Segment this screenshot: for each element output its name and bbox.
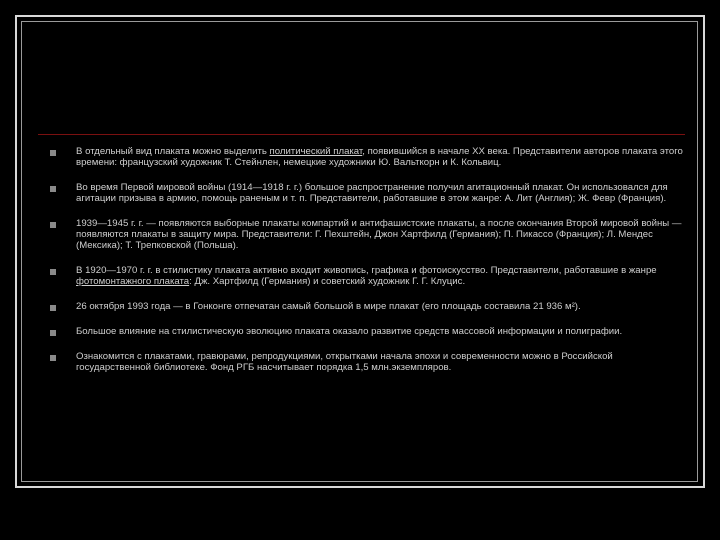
bullet-text: 26 октября 1993 года — в Гонконге отпечатан самый большой в мире плакат (его площадь составила 21 936 м²). xyxy=(76,301,581,312)
square-bullet-icon xyxy=(50,186,56,192)
photomontage-poster-link[interactable]: фотомонтажного плаката xyxy=(76,276,190,287)
title-divider-line xyxy=(38,134,685,135)
list-item xyxy=(50,326,690,337)
square-bullet-icon xyxy=(50,222,56,228)
square-bullet-icon xyxy=(50,269,56,275)
bullet-text: Ознакомится с плакатами, гравюрами, репродукциями, открытками начала эпохи и современности можно в Российской государственной библиотеке. Фонд РГБ насчитывает порядка 1,5 млн.экземпляров. xyxy=(76,351,613,373)
square-bullet-icon xyxy=(50,330,56,336)
bullet-text: Большое влияние на стилистическую эволюцию плаката оказало развитие средств массовой информации и полиграфии. xyxy=(76,326,623,337)
bullet-list xyxy=(50,146,690,387)
bullet-text: В отдельный вид плаката можно выделить политический плакат, появившийся в начале XX века. Представители авторов плаката этого времени: французский художник Т. Стейнлен, немецкие художники Ю. Вальткорн и К. Кольвиц. xyxy=(76,146,683,168)
square-bullet-icon xyxy=(50,150,56,156)
bullet-text: В 1920—1970 г. г. в стилистику плаката активно входит живопись, графика и фотоискусство. Представители, работавшие в жанре фотомонтажного плаката: Дж. Хартфилд (Германия) и советский художник Г. Г. Клуцис. xyxy=(76,265,657,287)
list-item xyxy=(50,146,690,168)
list-item xyxy=(50,351,690,373)
political-poster-link[interactable]: политический плакат xyxy=(269,146,363,157)
bullet-text: Во время Первой мировой войны (1914—1918 г. г.) большое распространение получил агитационный плакат. Он использовался для агитации призыва в армию, помощь раненым и т. п. Представители, работавшие в этом жанре: А. Лит (Англия); Ж. Февр (Франция). xyxy=(76,182,668,204)
list-item xyxy=(50,301,690,312)
list-item xyxy=(50,218,690,251)
list-item xyxy=(50,182,690,204)
bullet-text: 1939—1945 г. г. — появляются выборные плакаты компартий и антифашистские плакаты, а после окончания Второй мировой войны — появляются плакаты в защиту мира. Представители: Г. Пехштейн, Джон Хартфилд (Германия); П. Пикассо (Франция); Л. Мендес (Мексика); Т. Трепковской (Польша). xyxy=(76,218,682,251)
square-bullet-icon xyxy=(50,355,56,361)
square-bullet-icon xyxy=(50,305,56,311)
list-item xyxy=(50,265,690,287)
